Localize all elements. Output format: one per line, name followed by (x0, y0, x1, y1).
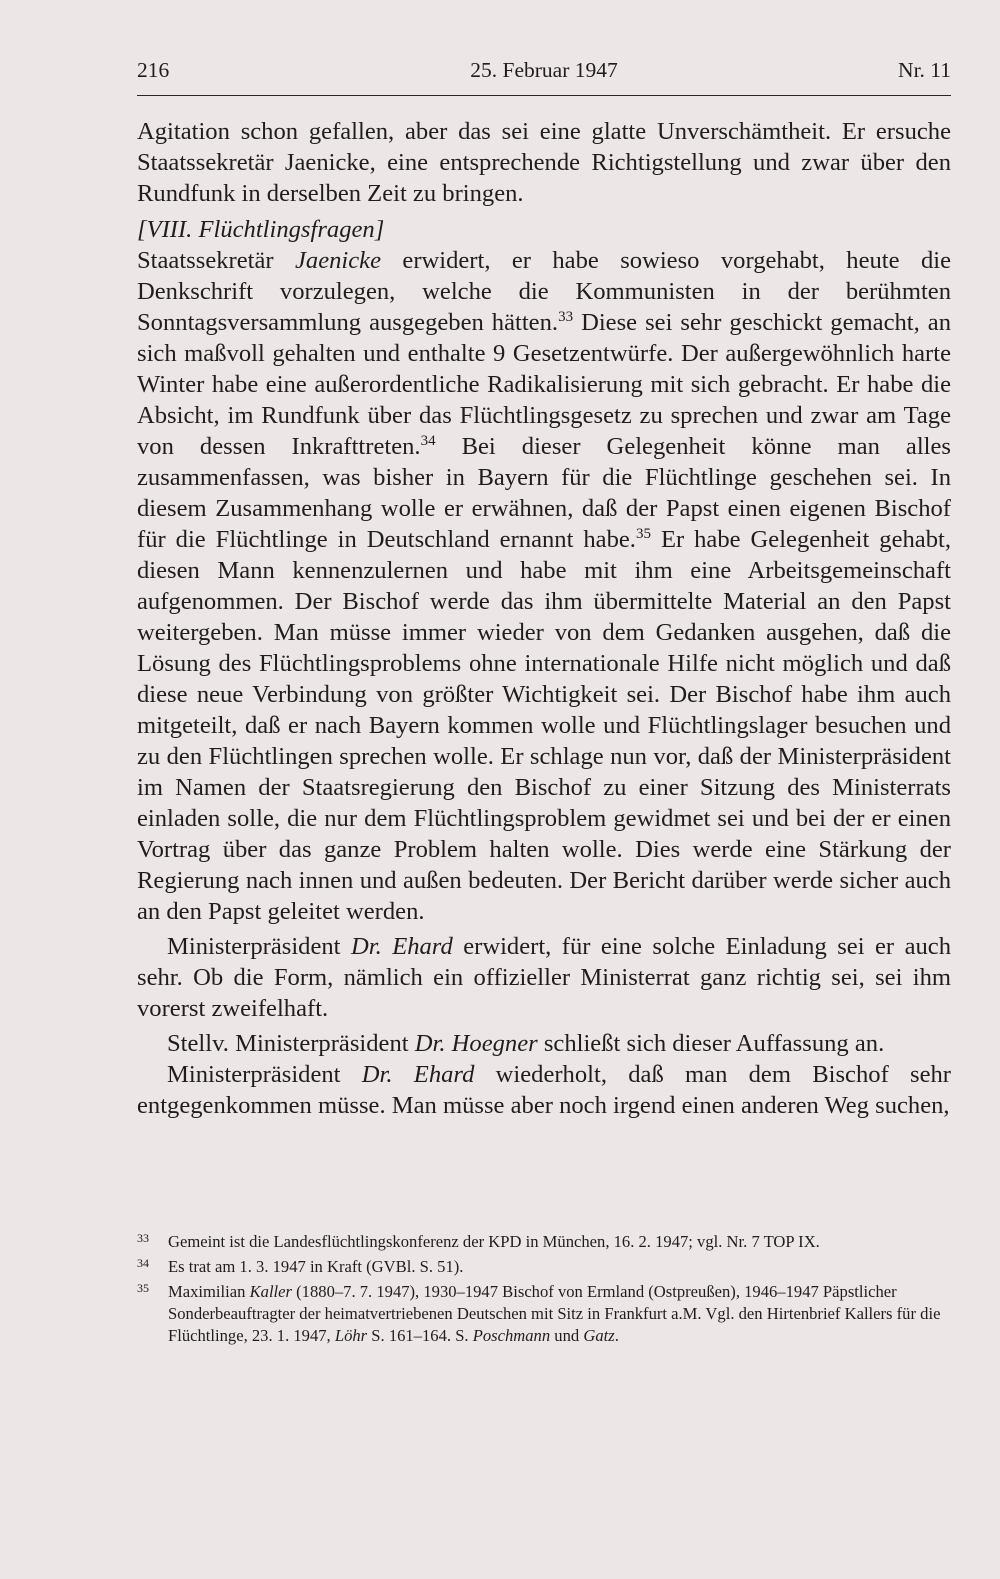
page-number: 216 (137, 58, 170, 82)
paragraph-continuation (137, 116, 951, 209)
paragraph-text: Er habe Gelegenheit gehabt, diesen Mann kennenzulernen und habe mit ihm eine Arbeitsgemeinschaft aufgenommen. Der Bischof werde das ihm übermittelte Material an den Papst weitergeben. Man müsse immer wieder von dem Gedanken ausgehen, daß die Lösung des Flüchtlingsproblems ohne internationale Hilfe nicht möglich und daß diese neue Verbindung von größter Wichtigkeit sei. Der Bischof habe ihm auch mitgeteilt, daß er nach Bayern kommen wolle und Flüchtlingslager besuchen und zu den Flüchtlingen sprechen wolle. Er schlage nun vor, daß der Ministerpräsident im Namen der Staatsregierung den Bischof zu einer Sitzung des Ministerrats einladen solle, die nur dem Flüchtlingsproblem gewidmet sei und bei der er einen Vortrag über das ganze Problem halten wolle. Dies werde eine Stärkung der Regierung nach innen und außen bedeuten. Der Bericht darüber werde sicher auch an den Papst geleitet werden. (137, 526, 952, 925)
running-header (137, 58, 951, 92)
footnote-text: Gemeint ist die Landesflüchtlingskonferenz der KPD in München, 16. 2. 1947; vgl. Nr. 7 TOP IX. (168, 1232, 820, 1251)
paragraph-text: schließt sich dieser Auffassung an. (537, 1030, 885, 1057)
speaker-name: Dr. Hoegner (414, 1030, 538, 1057)
paragraph-text: erwidert, für eine solche Einladung sei er auch sehr. Ob die Form, nämlich ein offizieller Ministerrat ganz richtig sei, sei ihm vorerst zweifelhaft. (137, 933, 951, 1022)
paragraph-jaenicke (137, 245, 951, 927)
speaker-title: Ministerpräsident (167, 933, 351, 960)
footnote-number: 33 (137, 1231, 149, 1245)
footnote-number: 34 (137, 1256, 149, 1270)
author-reference: Poschmann (472, 1326, 551, 1345)
paragraph-text: Diese sei sehr geschickt gemacht, an sich maßvoll gehalten und enthalte 9 Gesetzentwürfe. Der außergewöhnlich harte Winter habe eine außerordentliche Radikalisierung mit sich gebracht. Er habe die Absicht, im Rundfunk über das Flüchtlingsgesetz zu sprechen und zwar am Tage von dessen Inkrafttreten. (137, 309, 951, 460)
footnote-ref-35[interactable]: 35 (635, 526, 651, 542)
footnote-text: und (550, 1326, 584, 1345)
footnotes (137, 1231, 951, 1350)
footnote-text: . (614, 1326, 619, 1345)
footnote-text: (1880–7. 7. 1947), 1930–1947 Bischof von Ermland (Ostpreußen), 1946–1947 Päpstlicher Sonderbeauftragter der heimatvertriebenen Deutschen mit Sitz in Frankfurt a.M. Vgl. den Hirtenbrief Kallers für die Flüchtlinge, 23. 1. 1947, (168, 1282, 941, 1345)
footnote-number: 35 (137, 1281, 149, 1295)
paragraph-hoegner (137, 1028, 951, 1059)
document-number: Nr. 11 (898, 58, 951, 82)
speaker-name: Dr. Ehard (350, 933, 453, 960)
footnote-text: Es trat am 1. 3. 1947 in Kraft (GVBl. S. 51). (168, 1257, 464, 1276)
paragraph-text: Bei dieser Gelegenheit könne man alles zusammenfassen, was bisher in Bayern für die Flüchtlinge geschehen sei. In diesem Zusammenhang wolle er erwähnen, daß der Papst einen eigenen Bischof für die Flüchtlinge in Deutschland ernannt habe. (137, 433, 951, 553)
person-name: Kaller (249, 1282, 292, 1301)
speaker-name: Dr. Ehard (361, 1061, 475, 1088)
speaker-title: Ministerpräsident (167, 1061, 362, 1088)
paragraph-ehard-2 (137, 1059, 951, 1121)
paragraph-text: erwidert, er habe sowieso vorgehabt, heute die Denkschrift vorzulegen, welche die Kommunisten in der berühmten Sonntagsversammlung ausgegeben hätten. (137, 247, 951, 336)
footnote-33 (137, 1231, 951, 1253)
header-rule (137, 95, 951, 96)
paragraph-text: Agitation schon gefallen, aber das sei eine glatte Unverschämtheit. Er ersuche Staatssekretär Jaenicke, eine entsprechende Richtigstellung und zwar über den Rundfunk in derselben Zeit zu bringen. (137, 118, 951, 207)
header-date: 25. Februar 1947 (470, 58, 618, 82)
footnote-text: S. 161–164. S. (367, 1326, 473, 1345)
footnote-ref-33[interactable]: 33 (558, 309, 574, 325)
body-text (137, 116, 951, 1121)
speaker-title: Stellv. Ministerpräsident (167, 1030, 415, 1057)
paragraph-text: wiederholt, daß man dem Bischof sehr entgegenkommen müsse. Man müsse aber noch irgend einen anderen Weg suchen, (137, 1061, 951, 1119)
paragraph-ehard-1 (137, 931, 951, 1024)
section-heading: [VIII. Flüchtlingsfragen] (137, 216, 385, 243)
speaker-name: Jaenicke (294, 247, 381, 274)
footnote-text: Maximilian (168, 1282, 250, 1301)
footnote-34 (137, 1256, 951, 1278)
author-reference: Löhr (334, 1326, 368, 1345)
footnote-ref-34[interactable]: 34 (420, 433, 436, 449)
speaker-title: Staatssekretär (137, 247, 295, 274)
author-reference: Gatz (583, 1326, 615, 1345)
footnote-35 (137, 1281, 951, 1347)
